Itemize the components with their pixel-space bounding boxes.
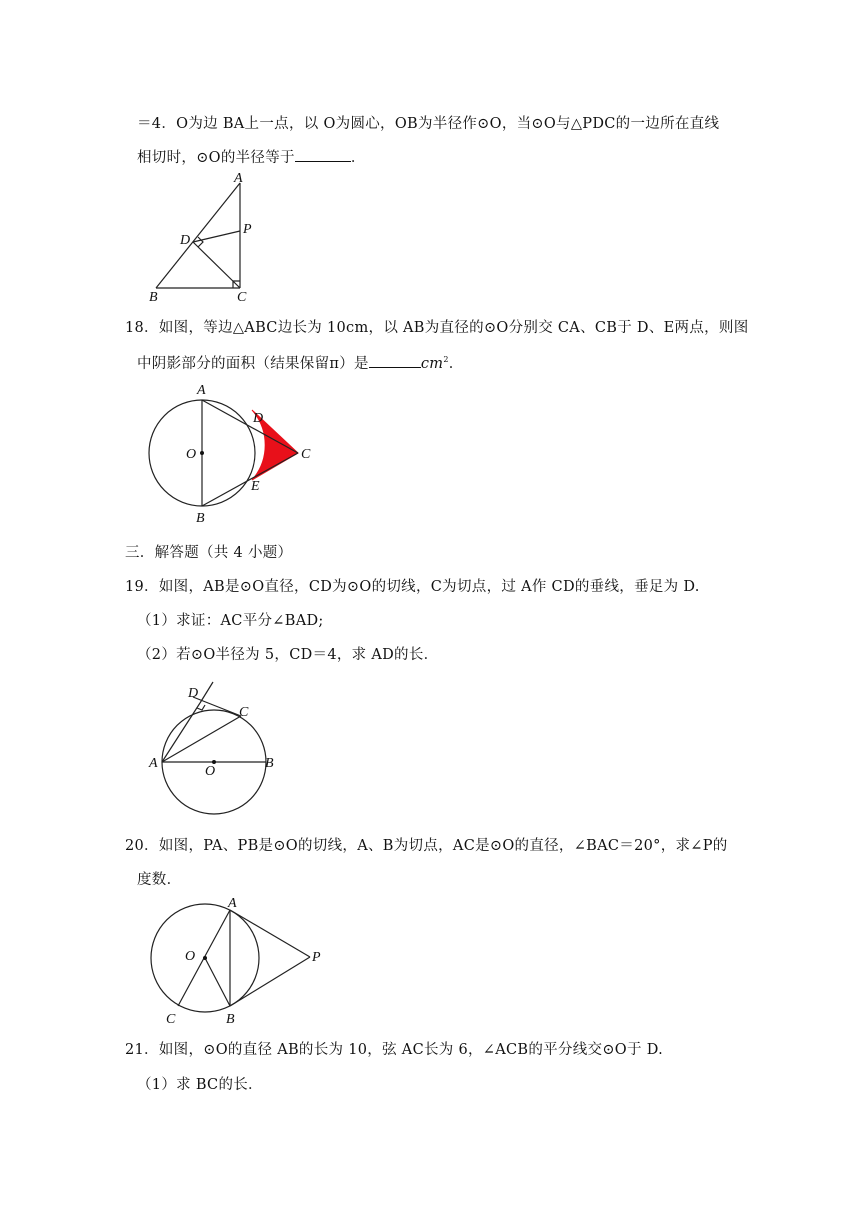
q19-figure (145, 676, 285, 816)
q20-center-dot (203, 956, 207, 960)
q18-segment-AC (202, 400, 298, 453)
q20-tangent-PB (230, 957, 310, 1006)
q20-figure (140, 890, 330, 1030)
q18-text-line2 (137, 352, 464, 373)
q17-right-angle-D (198, 237, 203, 247)
q20-label-A: A (228, 896, 237, 911)
q17-text-line2-a: 相切时，⊙O的半径等于 (137, 150, 295, 166)
q19-tangent-CD (193, 697, 241, 716)
q19-label-O: O (205, 764, 216, 779)
q17-label-P: P (243, 222, 252, 237)
q17-label-A: A (234, 171, 243, 186)
q18-unit: cm (420, 356, 444, 372)
q18-segment-BC (202, 453, 298, 506)
q18-figure (140, 378, 330, 528)
q17-label-B: B (149, 290, 158, 305)
q18-label-D: D (253, 411, 264, 426)
q18-answer-blank (369, 367, 421, 368)
q17-answer-blank (295, 161, 351, 162)
q18-text-line2-a: 中阴影部分的面积（结果保留π）是 (137, 356, 369, 372)
q18-label-A: A (197, 383, 206, 398)
q20-label-O: O (185, 949, 196, 964)
q18-label-E: E (251, 479, 260, 494)
q20-label-C: C (166, 1012, 176, 1027)
q17-text-line1: ＝4．O为边 BA上一点，以 O为圆心，OB为半径作⊙O，当⊙O与△PDC的一边所在直线 (137, 116, 720, 132)
q19-label-D: D (188, 686, 199, 701)
q19-line-extension (200, 682, 213, 703)
q19-text-line1: 19．如图，AB是⊙O直径，CD为⊙O的切线，C为切点，过 A作 CD的垂线，垂足为 D. (125, 579, 700, 595)
q18-label-O: O (186, 447, 197, 462)
q19-sub1: （1）求证：AC平分∠BAD; (137, 613, 324, 629)
q18-label-C: C (301, 447, 311, 462)
q19-label-C: C (239, 705, 249, 720)
q19-sub2: （2）若⊙O半径为 5，CD＝4，求 AD的长． (137, 647, 439, 663)
q20-text-line2: 度数． (137, 872, 182, 888)
q17-figure (140, 170, 270, 310)
q17-segment-AB (156, 183, 240, 288)
q20-label-B: B (226, 1012, 235, 1027)
q20-segment-OB (205, 958, 230, 1006)
q18-text-line1: 18．如图，等边△ABC边长为 10cm，以 AB为直径的⊙O分别交 CA、CB于 D、E两点，则图 (125, 320, 749, 336)
q19-label-B: B (265, 756, 274, 771)
q18-center-dot (200, 451, 204, 455)
q19-segment-AC (162, 716, 241, 762)
q18-label-B: B (196, 511, 205, 526)
q19-segment-AD (162, 703, 200, 762)
q21-sub1: （1）求 BC的长． (137, 1077, 263, 1093)
q17-text-line2-b: ． (350, 150, 366, 166)
q20-tangent-PA (230, 910, 310, 957)
q17-label-C: C (237, 290, 247, 305)
section3-heading: 三．解答题（共 4 小题） (125, 545, 293, 561)
q18-text-line2-b: ． (448, 356, 464, 372)
q20-label-P: P (312, 950, 321, 965)
q17-text-line2 (137, 146, 366, 167)
q18-unit-sup: 2 (443, 355, 449, 365)
q20-text-line1: 20．如图，PA、PB是⊙O的切线，A、B为切点，AC是⊙O的直径，∠BAC＝20°，求∠P的 (125, 838, 728, 854)
q19-label-A: A (149, 756, 158, 771)
q21-text-line1: 21．如图，⊙O的直径 AB的长为 10，弦 AC长为 6，∠ACB的平分线交⊙O于 D. (125, 1042, 664, 1058)
q17-label-D: D (180, 233, 191, 248)
